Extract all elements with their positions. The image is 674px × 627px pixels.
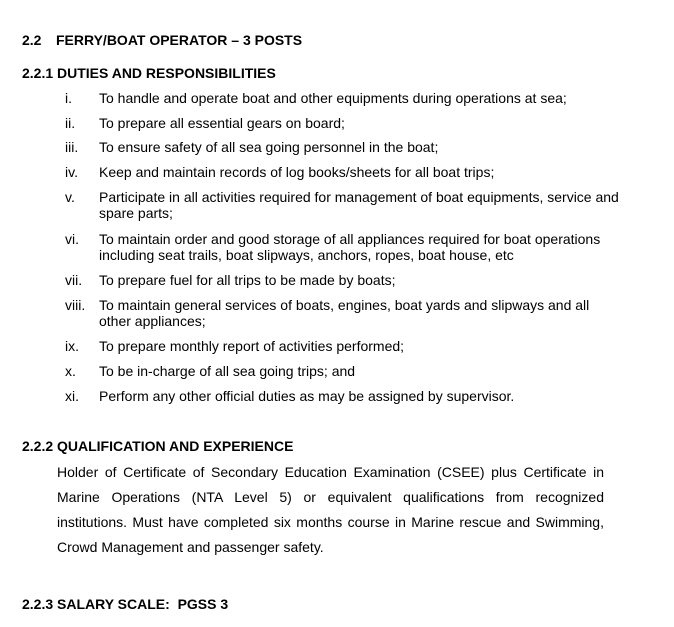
list-item-text: To prepare monthly report of activities performed;: [99, 338, 405, 354]
section-number: 2.2: [22, 32, 42, 48]
list-item-numeral: iv.: [65, 164, 78, 180]
list-item-numeral: vi.: [65, 231, 79, 247]
list-item-numeral: x.: [65, 363, 76, 379]
duties-number: 2.2.1: [22, 65, 54, 81]
list-item-numeral: vii.: [65, 272, 83, 288]
qualification-number: 2.2.2: [22, 438, 54, 454]
salary-number: 2.2.3: [22, 596, 54, 612]
list-item-numeral: v.: [65, 189, 75, 205]
list-item-numeral: ix.: [65, 338, 79, 354]
qualification-heading: [22, 438, 293, 454]
section-heading: [22, 32, 302, 48]
salary-title: SALARY SCALE: PGSS 3: [57, 596, 229, 612]
section-title: FERRY/BOAT OPERATOR – 3 POSTS: [56, 32, 303, 48]
list-item-text: To maintain order and good storage of all appliances required for boat operations including seat trails, boat slipways, anchors, ropes, boat house, etc: [99, 231, 601, 263]
list-item-text: Perform any other official duties as may be assigned by supervisor.: [99, 388, 515, 404]
list-item-text: To be in-charge of all sea going trips; and: [99, 363, 356, 379]
list-item-text: To prepare all essential gears on board;: [99, 115, 345, 131]
list-item-text: To prepare fuel for all trips to be made by boats;: [99, 272, 396, 288]
list-item-text: To handle and operate boat and other equipments during operations at sea;: [99, 90, 567, 106]
qualification-title: QUALIFICATION AND EXPERIENCE: [57, 438, 294, 454]
list-item-numeral: iii.: [65, 139, 79, 155]
qualification-text: Holder of Certificate of Secondary Education Examination (CSEE) plus Certificate in Marine Operations (NTA Level 5) or equivalent qualifications from recognized institutions. Must have completed six months course in Marine rescue and Swimming, Crowd Management and passenger safety.: [57, 464, 604, 555]
list-item-numeral: xi.: [65, 388, 79, 404]
list-item-text: Keep and maintain records of log books/sheets for all boat trips;: [99, 164, 495, 180]
list-item-text: To maintain general services of boats, engines, boat yards and slipways and all other appliances;: [99, 297, 590, 329]
list-item-text: Participate in all activities required for management of boat equipments, service and spare parts;: [99, 189, 619, 221]
list-item-numeral: i.: [65, 90, 72, 106]
salary-heading: [22, 596, 228, 612]
list-item-numeral: ii.: [65, 115, 76, 131]
list-item-text: To ensure safety of all sea going personnel in the boat;: [99, 139, 439, 155]
duties-title: DUTIES AND RESPONSIBILITIES: [57, 65, 276, 81]
list-item-numeral: viii.: [65, 297, 86, 313]
duties-heading: [22, 65, 276, 81]
